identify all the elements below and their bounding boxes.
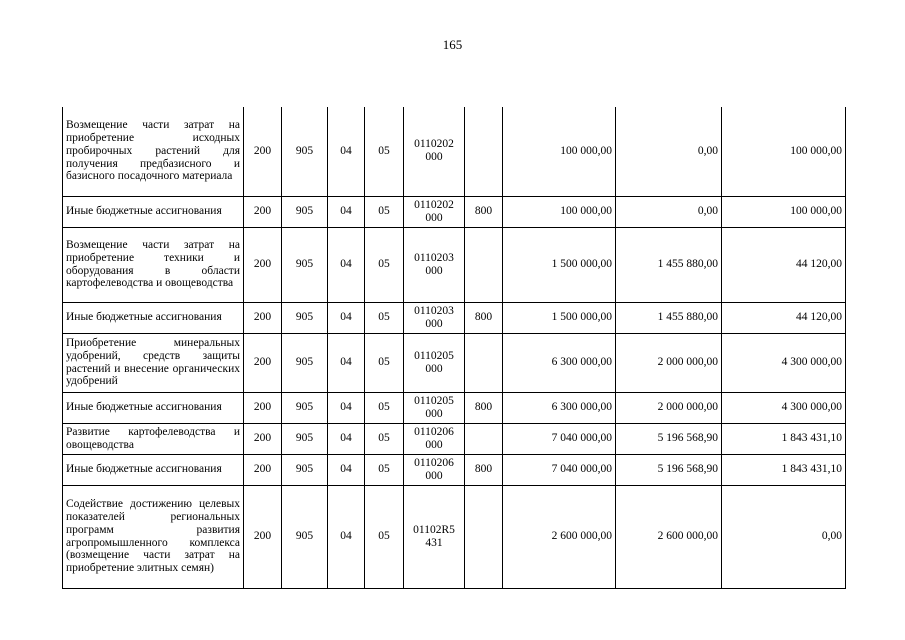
target-code-part: 01102R5 bbox=[413, 523, 455, 536]
target-code-cell bbox=[404, 196, 465, 227]
admin-code-cell: 200 bbox=[244, 454, 282, 485]
target-code-cell bbox=[404, 454, 465, 485]
target-code-part: 000 bbox=[425, 151, 443, 164]
planned-amount-cell: 7 040 000,00 bbox=[503, 423, 616, 454]
section-code-cell: 04 bbox=[328, 227, 365, 302]
section-code-cell: 04 bbox=[328, 423, 365, 454]
target-code-part: 000 bbox=[425, 317, 443, 330]
table-row bbox=[63, 333, 846, 392]
subsection-code-cell: 05 bbox=[365, 423, 404, 454]
target-code-cell bbox=[404, 333, 465, 392]
ministry-code-cell: 905 bbox=[282, 392, 328, 423]
executed-amount-cell: 5 196 568,90 bbox=[616, 423, 722, 454]
table-row bbox=[63, 423, 846, 454]
table-row bbox=[63, 196, 846, 227]
admin-code-cell: 200 bbox=[244, 196, 282, 227]
row-name-cell: Иные бюджетные ассигнования bbox=[63, 196, 244, 227]
remainder-amount-cell: 4 300 000,00 bbox=[722, 392, 846, 423]
executed-amount-cell: 0,00 bbox=[616, 196, 722, 227]
planned-amount-cell: 1 500 000,00 bbox=[503, 227, 616, 302]
ministry-code-cell: 905 bbox=[282, 454, 328, 485]
executed-amount-cell: 1 455 880,00 bbox=[616, 227, 722, 302]
remainder-amount-cell: 0,00 bbox=[722, 485, 846, 588]
subsection-code-cell: 05 bbox=[365, 107, 404, 196]
table-row bbox=[63, 392, 846, 423]
target-code-part: 000 bbox=[425, 211, 443, 224]
executed-amount-cell: 2 000 000,00 bbox=[616, 392, 722, 423]
subsection-code-cell: 05 bbox=[365, 333, 404, 392]
budget-table bbox=[62, 107, 846, 589]
executed-amount-cell: 2 000 000,00 bbox=[616, 333, 722, 392]
ministry-code-cell: 905 bbox=[282, 333, 328, 392]
row-name-cell: Возмещение части затрат на приобретение техники и оборудования в области картофелеводства и овощеводства bbox=[63, 227, 244, 302]
target-code-part: 0110205 bbox=[414, 349, 454, 362]
target-code-cell bbox=[404, 227, 465, 302]
subsection-code-cell: 05 bbox=[365, 454, 404, 485]
target-code-part: 0110206 bbox=[414, 456, 454, 469]
row-name-cell: Иные бюджетные ассигнования bbox=[63, 454, 244, 485]
target-code-cell bbox=[404, 392, 465, 423]
target-code-cell bbox=[404, 302, 465, 333]
target-code-part: 0110203 bbox=[414, 304, 454, 317]
target-code-part: 000 bbox=[425, 407, 443, 420]
expense-type-cell bbox=[465, 333, 503, 392]
section-code-cell: 04 bbox=[328, 333, 365, 392]
planned-amount-cell: 100 000,00 bbox=[503, 196, 616, 227]
row-name-cell: Иные бюджетные ассигнования bbox=[63, 392, 244, 423]
target-code-part: 0110205 bbox=[414, 394, 454, 407]
subsection-code-cell: 05 bbox=[365, 485, 404, 588]
row-name-cell: Иные бюджетные ассигнования bbox=[63, 302, 244, 333]
planned-amount-cell: 1 500 000,00 bbox=[503, 302, 616, 333]
ministry-code-cell: 905 bbox=[282, 423, 328, 454]
planned-amount-cell: 100 000,00 bbox=[503, 107, 616, 196]
ministry-code-cell: 905 bbox=[282, 485, 328, 588]
target-code-part: 0110206 bbox=[414, 425, 454, 438]
target-code-cell bbox=[404, 107, 465, 196]
admin-code-cell: 200 bbox=[244, 302, 282, 333]
section-code-cell: 04 bbox=[328, 107, 365, 196]
target-code-cell bbox=[404, 485, 465, 588]
planned-amount-cell: 2 600 000,00 bbox=[503, 485, 616, 588]
section-code-cell: 04 bbox=[328, 392, 365, 423]
section-code-cell: 04 bbox=[328, 454, 365, 485]
table-row bbox=[63, 107, 846, 196]
target-code-part: 0110202 bbox=[414, 138, 454, 151]
section-code-cell: 04 bbox=[328, 302, 365, 333]
admin-code-cell: 200 bbox=[244, 333, 282, 392]
page-number: 165 bbox=[442, 37, 463, 52]
target-code-part: 000 bbox=[425, 264, 443, 277]
section-code-cell: 04 bbox=[328, 485, 365, 588]
remainder-amount-cell: 1 843 431,10 bbox=[722, 454, 846, 485]
target-code-part: 000 bbox=[425, 362, 443, 375]
row-name-cell: Возмещение части затрат на приобретение исходных пробирочных растений для получения предбазисного и базисного посадочного материала bbox=[63, 107, 244, 196]
expense-type-cell: 800 bbox=[465, 392, 503, 423]
row-name-cell: Приобретение минеральных удобрений, средств защиты растений и внесение органических удобрений bbox=[63, 333, 244, 392]
expense-type-cell bbox=[465, 485, 503, 588]
subsection-code-cell: 05 bbox=[365, 196, 404, 227]
subsection-code-cell: 05 bbox=[365, 227, 404, 302]
admin-code-cell: 200 bbox=[244, 485, 282, 588]
target-code-part: 000 bbox=[425, 438, 443, 451]
row-name-cell: Содействие достижению целевых показателей региональных программ развития агропромышленного комплекса (возмещение части затрат на приобретение элитных семян) bbox=[63, 485, 244, 588]
target-code-part: 0110203 bbox=[414, 251, 454, 264]
executed-amount-cell: 1 455 880,00 bbox=[616, 302, 722, 333]
subsection-code-cell: 05 bbox=[365, 392, 404, 423]
ministry-code-cell: 905 bbox=[282, 302, 328, 333]
remainder-amount-cell: 1 843 431,10 bbox=[722, 423, 846, 454]
expense-type-cell: 800 bbox=[465, 454, 503, 485]
planned-amount-cell: 6 300 000,00 bbox=[503, 392, 616, 423]
table-row bbox=[63, 485, 846, 588]
remainder-amount-cell: 100 000,00 bbox=[722, 196, 846, 227]
table-body bbox=[63, 107, 846, 588]
target-code-part: 0110202 bbox=[414, 198, 454, 211]
target-code-cell bbox=[404, 423, 465, 454]
expense-type-cell bbox=[465, 227, 503, 302]
admin-code-cell: 200 bbox=[244, 227, 282, 302]
admin-code-cell: 200 bbox=[244, 107, 282, 196]
executed-amount-cell: 2 600 000,00 bbox=[616, 485, 722, 588]
expense-type-cell bbox=[465, 423, 503, 454]
remainder-amount-cell: 44 120,00 bbox=[722, 227, 846, 302]
planned-amount-cell: 6 300 000,00 bbox=[503, 333, 616, 392]
table-row bbox=[63, 302, 846, 333]
remainder-amount-cell: 4 300 000,00 bbox=[722, 333, 846, 392]
planned-amount-cell: 7 040 000,00 bbox=[503, 454, 616, 485]
section-code-cell: 04 bbox=[328, 196, 365, 227]
ministry-code-cell: 905 bbox=[282, 196, 328, 227]
expense-type-cell: 800 bbox=[465, 196, 503, 227]
row-name-cell: Развитие картофелеводства и овощеводства bbox=[63, 423, 244, 454]
table-row bbox=[63, 454, 846, 485]
expense-type-cell bbox=[465, 107, 503, 196]
remainder-amount-cell: 44 120,00 bbox=[722, 302, 846, 333]
admin-code-cell: 200 bbox=[244, 423, 282, 454]
target-code-part: 000 bbox=[425, 469, 443, 482]
subsection-code-cell: 05 bbox=[365, 302, 404, 333]
remainder-amount-cell: 100 000,00 bbox=[722, 107, 846, 196]
admin-code-cell: 200 bbox=[244, 392, 282, 423]
expense-type-cell: 800 bbox=[465, 302, 503, 333]
target-code-part: 431 bbox=[425, 536, 443, 549]
executed-amount-cell: 5 196 568,90 bbox=[616, 454, 722, 485]
table-row bbox=[63, 227, 846, 302]
ministry-code-cell: 905 bbox=[282, 107, 328, 196]
executed-amount-cell: 0,00 bbox=[616, 107, 722, 196]
ministry-code-cell: 905 bbox=[282, 227, 328, 302]
